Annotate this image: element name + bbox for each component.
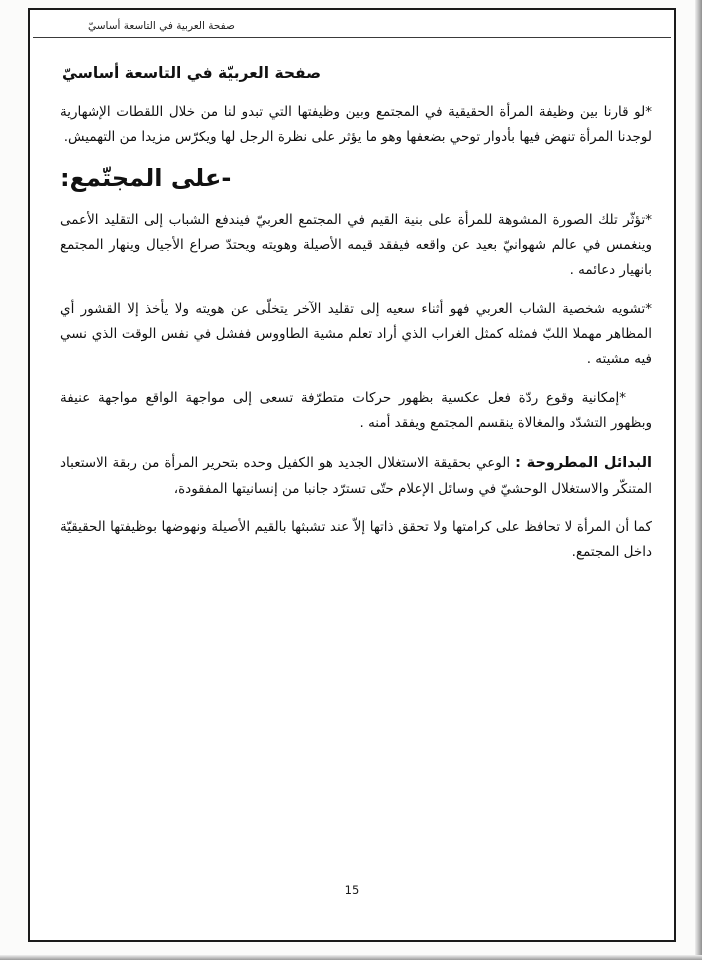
paragraph-conclusion: كما أن المرأة لا تحافظ على كرامتها ولا تحقق ذاتها إلاّ عند تشبثها بالقيم الأصيلة ونهوضها بوظيفتها الحقيقيّة داخل المجتمع. (60, 519, 652, 561)
paragraph-youth-identity: *تشويه شخصية الشاب العربي فهو أثناء سعيه إلى تقليد الآخر يتخلّى عن هويته ولا يأخذ إلا القشور أي المظاهر مهملا اللبّ فمثله كمثل الغراب الذي أراد تعلم مشية الطاووس ففشل في نفس الوقت الذي نسي فيه مشيته . (60, 300, 652, 367)
document-page-frame (28, 8, 676, 942)
alternatives-label: البدائل المطروحة : (515, 454, 652, 471)
page-footer (30, 879, 674, 898)
alternatives-text: الوعي بحقيقة الاستغلال الجديد هو الكفيل وحده بتحرير المرأة من ربقة الاستعباد المتنكّر والاستغلال الوحشيّ في وسائل الإعلام حتّى تسترّد جانبا من إنسانيتها المفقودة، (60, 454, 652, 497)
section-heading-on-society: -على المجتّمع: (60, 163, 232, 192)
paragraph-advertising-comparison: *لو قارنا بين وظيفة المرأة الحقيقية في المجتمع وبين وظيفتها التي تبدو لنا من خلال اللقطات الإشهارية لوجدنا المرأة تنهض فيها بأدوار توحي بضعفها وهو ما يؤثر على نظرة الرجل لها ويكرّس مزيدا من التهميش. (60, 104, 652, 145)
header-running-title: صفحة العربية في التاسعة أساسيّ (88, 20, 235, 32)
page-number: 15 (344, 883, 360, 897)
document-body (30, 38, 674, 565)
scan-edge-right (695, 0, 702, 960)
page-header (30, 10, 674, 38)
scan-edge-bottom (0, 955, 702, 960)
paragraph-alternatives (60, 450, 652, 502)
document-title: صفحة العربيّة في التاسعة أساسيّ (62, 64, 322, 82)
paragraph-backlash: *إمكانية وقوع ردّة فعل عكسية بظهور حركات متطرّفة تسعى إلى مواجهة الواقع مواجهة عنيفة وبظهور التشدّد والمغالاة ينقسم المجتمع ويفقد أمنه . (60, 389, 652, 431)
paragraph-values-impact: *تؤثّر تلك الصورة المشوهة للمرأة على بنية القيم في المجتمع العربيّ فيندفع الشباب إلى التقليد الأعمى وينغمس في عالم شهوانيّ بعيد عن واقعه فيفقد قيمه الأصيلة وهويته ويحتدّ صراع الأجيال وينهار المجتمع بانهيار دعائمه . (60, 211, 652, 278)
